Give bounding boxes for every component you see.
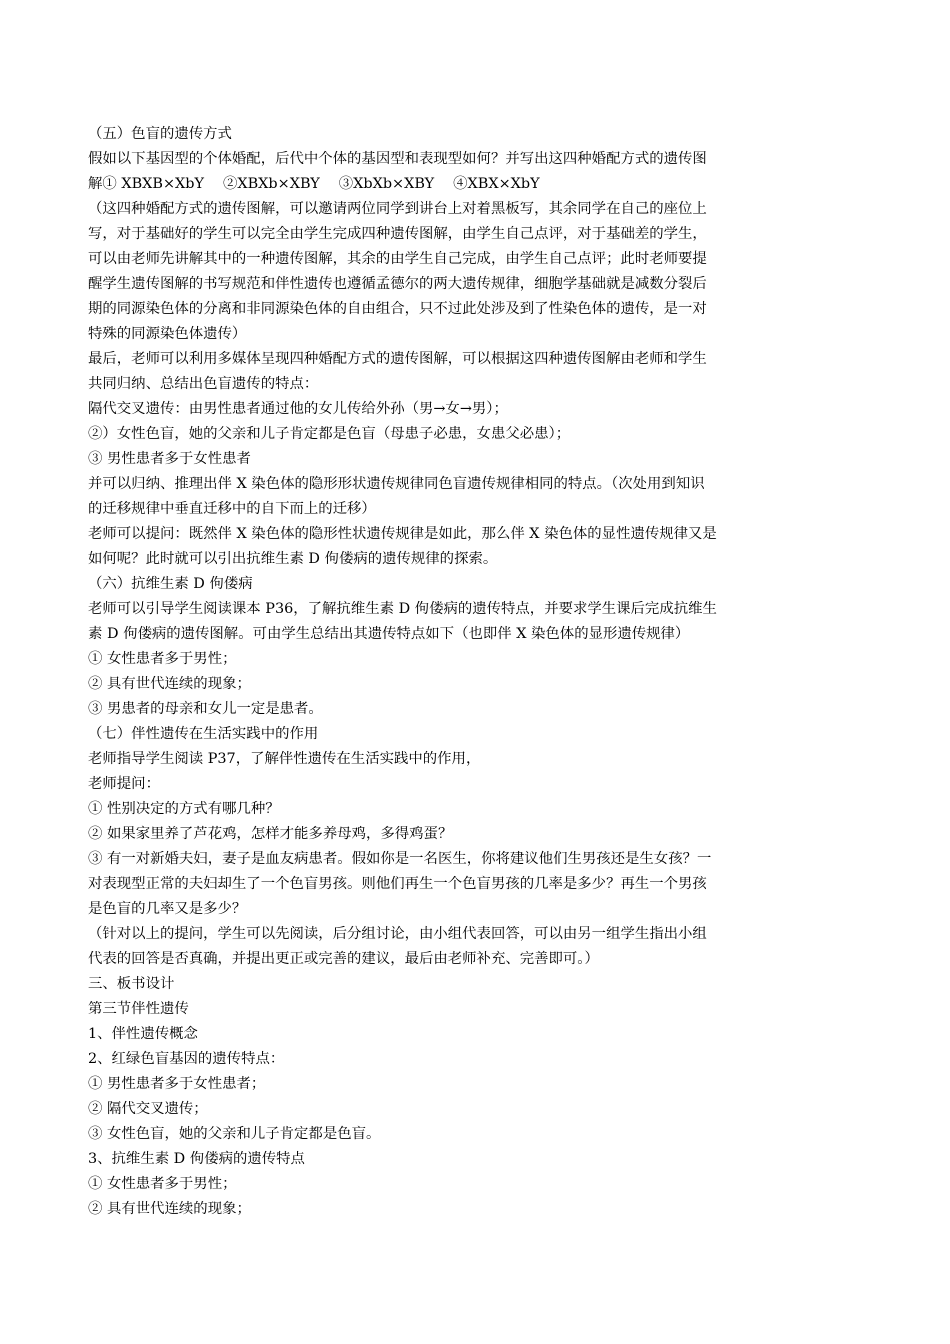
text-line: ② 隔代交叉遗传； (88, 1101, 208, 1117)
text-line: 代表的回答是否真确，并提出更正或完善的建议，最后由老师补充、完善即可。） (88, 951, 599, 967)
text-line: 可以由老师先讲解其中的一种遗传图解，其余的由学生自己完成，由学生自己点评；此时老师要提 (88, 251, 707, 267)
text-line: 的迁移规律中垂直迁移中的自下而上的迁移） (88, 501, 376, 517)
text-line: 最后，老师可以利用多媒体呈现四种婚配方式的遗传图解，可以根据这四种遗传图解由老师和学生 (88, 351, 707, 367)
text-line: 隔代交叉遗传：由男性患者通过他的女儿传给外孙（男→女→男）； (88, 401, 508, 417)
text-line: ② 如果家里养了芦花鸡，怎样才能多养母鸡，多得鸡蛋？ (88, 826, 453, 842)
text-line: （六）抗维生素 D 佝偻病 (88, 576, 253, 592)
text-line: 共同归纳、总结出色盲遗传的特点： (88, 376, 319, 392)
text-line: 如何呢？此时就可以引出抗维生素 D 佝偻病的遗传规律的探索。 (88, 551, 498, 567)
text-line: ② 具有世代连续的现象； (88, 676, 251, 692)
text-line: 三、板书设计 (88, 976, 175, 992)
text-line: 解① XBXB×XbY ②XBXb×XBY ③XbXb×XBY ④XBX×XbY (88, 176, 540, 192)
text-line: 老师可以提问：既然伴 X 染色体的隐形性状遗传规律是如此，那么伴 X 染色体的显性遗传规律又是 (88, 526, 717, 542)
text-line: （针对以上的提问，学生可以先阅读，后分组讨论，由小组代表回答，可以由另一组学生指出小组 (88, 926, 707, 942)
text-line: ③ 女性色盲，她的父亲和儿子肯定都是色盲。 (88, 1126, 381, 1142)
text-line: ① 男性患者多于女性患者； (88, 1076, 266, 1092)
text-line: ① 性别决定的方式有哪几种？ (88, 801, 280, 817)
text-line: 3、抗维生素 D 佝偻病的遗传特点 (88, 1151, 305, 1167)
text-line: 写，对于基础好的学生可以完全由学生完成四种遗传图解，由学生自己点评，对于基础差的学生， (88, 226, 707, 242)
text-line: 是色盲的几率又是多少？ (88, 901, 247, 917)
text-line: ② 具有世代连续的现象； (88, 1201, 251, 1217)
text-line: ① 女性患者多于男性； (88, 651, 237, 667)
text-line: （七）伴性遗传在生活实践中的作用 (88, 726, 319, 742)
text-line: 老师可以引导学生阅读课本 P36，了解抗维生素 D 佝偻病的遗传特点，并要求学生课后完成抗维生 (88, 601, 717, 617)
text-line: 期的同源染色体的分离和非同源染色体的自由组合，只不过此处涉及到了性染色体的遗传，是一对 (88, 301, 707, 317)
text-line: （五）色盲的遗传方式 (88, 126, 232, 142)
text-line: 第三节伴性遗传 (88, 1001, 189, 1017)
text-line: 并可以归纳、推理出伴 X 染色体的隐形形状遗传规律同色盲遗传规律相同的特点。（次处用到知识 (88, 476, 705, 492)
text-line: ③ 有一对新婚夫妇，妻子是血友病患者。假如你是一名医生，你将建议他们生男孩还是生女孩？一 (88, 851, 712, 867)
document-body (88, 122, 828, 1222)
text-line: 素 D 佝偻病的遗传图解。可由学生总结出其遗传特点如下（也即伴 X 染色体的显形遗传规律） (88, 626, 690, 642)
text-line: ③ 男患者的母亲和女儿一定是患者。 (88, 701, 323, 717)
text-line: 老师提问： (88, 776, 160, 792)
text-line: 特殊的同源染色体遗传） (88, 326, 247, 342)
text-line: 醒学生遗传图解的书写规范和伴性遗传也遵循孟德尔的两大遗传规律，细胞学基础就是减数分裂后 (88, 276, 707, 292)
text-line: 老师指导学生阅读 P37，了解伴性遗传在生活实践中的作用， (88, 751, 481, 767)
text-line: 假如以下基因型的个体婚配，后代中个体的基因型和表现型如何？并写出这四种婚配方式的遗传图 (88, 151, 707, 167)
text-line: 对表现型正常的夫妇却生了一个色盲男孩。则他们再生一个色盲男孩的几率是多少？再生一个男孩 (88, 876, 707, 892)
text-line: 2、红绿色盲基因的遗传特点： (88, 1051, 285, 1067)
text-line: ① 女性患者多于男性； (88, 1176, 237, 1192)
text-line: ③ 男性患者多于女性患者 (88, 451, 251, 467)
text-line: ②）女性色盲，她的父亲和儿子肯定都是色盲（母患子必患，女患父必患）； (88, 426, 571, 442)
text-line: 1、伴性遗传概念 (88, 1026, 198, 1042)
text-line: （这四种婚配方式的遗传图解，可以邀请两位同学到讲台上对着黑板写，其余同学在自己的座位上 (88, 201, 707, 217)
